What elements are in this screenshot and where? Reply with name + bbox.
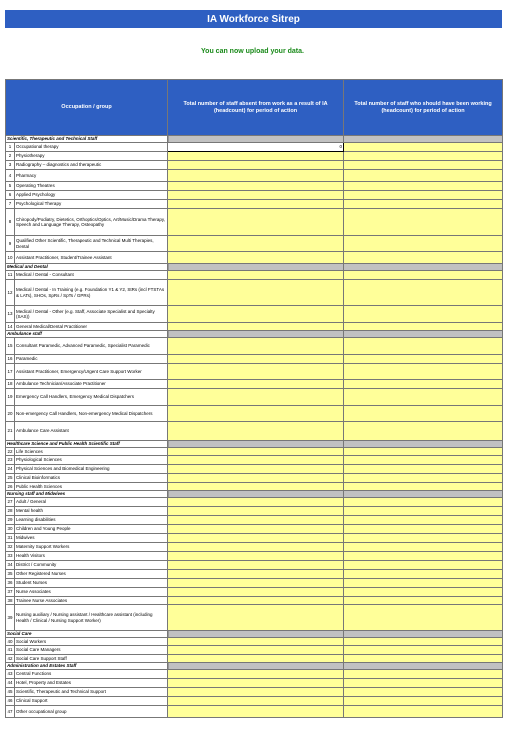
staff-absent-input-cell[interactable] <box>168 697 344 706</box>
staff-should-work-input-cell[interactable] <box>344 209 503 236</box>
staff-absent-input-cell[interactable]: 0 <box>168 143 344 152</box>
table-row <box>6 670 503 679</box>
staff-absent-input-cell[interactable] <box>168 161 344 170</box>
staff-should-work-input-cell[interactable] <box>344 191 503 200</box>
row-number: 6 <box>6 191 15 200</box>
row-number: 46 <box>6 697 15 706</box>
table-row <box>6 306 503 323</box>
staff-absent-input-cell[interactable] <box>168 507 344 516</box>
row-number: 30 <box>6 525 15 534</box>
row-number: 13 <box>6 306 15 323</box>
row-number: 29 <box>6 516 15 525</box>
row-number: 23 <box>6 456 15 465</box>
staff-should-work-input-cell[interactable] <box>344 588 503 597</box>
staff-should-work-input-cell[interactable] <box>344 706 503 718</box>
section-hatch-cell <box>168 136 344 143</box>
table-row <box>6 483 503 491</box>
section-hatch-cell <box>168 441 344 448</box>
section-hatch-cell <box>344 136 503 143</box>
row-number: 40 <box>7 638 13 644</box>
occupation-label: Non-emergency Call Handlers, Non-emergency Medical Dispatchers <box>15 406 168 422</box>
occupation-label: Assistant Practitioner, Emergency/Urgent Care Support Worker <box>15 364 168 380</box>
occupation-label: Nurse Associates <box>15 588 168 597</box>
occupation-label: Maternity Support Workers <box>15 543 168 552</box>
section-header-row <box>6 631 503 638</box>
staff-absent-input-cell[interactable] <box>168 679 344 688</box>
staff-absent-input-cell[interactable] <box>168 638 344 646</box>
staff-should-work-input-cell[interactable] <box>344 364 503 380</box>
section-hatch-cell <box>344 441 503 448</box>
row-number: 20 <box>6 406 15 422</box>
table-row <box>6 588 503 597</box>
staff-absent-input-cell[interactable] <box>168 474 344 483</box>
staff-should-work-input-cell[interactable] <box>344 516 503 525</box>
staff-absent-input-cell[interactable] <box>168 456 344 465</box>
section-header-row <box>6 331 503 338</box>
staff-absent-input-cell[interactable] <box>168 605 344 631</box>
staff-should-work-input-cell[interactable] <box>344 525 503 534</box>
section-label: Scientific, Therapeutic and Technical Staff <box>6 136 168 143</box>
row-number: 1 <box>6 143 15 152</box>
table-row <box>6 605 503 631</box>
row-number: 16 <box>6 355 15 364</box>
row-number: 33 <box>6 552 15 561</box>
row-number: 45 <box>6 688 15 697</box>
row-number: 42 <box>7 655 13 661</box>
staff-absent-input-cell[interactable] <box>168 355 344 364</box>
row-number: 14 <box>7 323 13 329</box>
row-number: 28 <box>6 507 15 516</box>
table-row <box>6 525 503 534</box>
table-row <box>6 161 503 170</box>
staff-absent-input-cell[interactable] <box>168 252 344 264</box>
staff-should-work-input-cell[interactable] <box>344 483 503 491</box>
occupation-label: Ambulance Care Assistant <box>15 422 168 441</box>
staff-should-work-input-cell[interactable] <box>344 655 503 663</box>
occupation-label: Learning disabilities <box>15 516 168 525</box>
staff-should-work-input-cell[interactable] <box>344 579 503 588</box>
staff-should-work-input-cell[interactable] <box>344 498 503 507</box>
section-header-row <box>6 441 503 448</box>
staff-absent-input-cell[interactable] <box>168 561 344 570</box>
section-label: Nursing staff and Midwives <box>6 491 168 498</box>
staff-absent-input-cell[interactable] <box>168 579 344 588</box>
staff-absent-input-cell[interactable] <box>168 646 344 655</box>
section-hatch-cell <box>344 331 503 338</box>
occupation-label: Radiography – diagnostics and therapeutic <box>15 161 168 170</box>
table-row <box>6 364 503 380</box>
occupation-label: Qualified Other Scientific, Therapeutic and Technical Multi Therapies, Dental <box>15 236 168 252</box>
table-row <box>6 355 503 364</box>
staff-should-work-input-cell[interactable] <box>344 456 503 465</box>
occupation-label: Physiotherapy <box>15 152 168 161</box>
staff-absent-input-cell[interactable] <box>168 306 344 323</box>
staff-should-work-input-cell[interactable] <box>344 679 503 688</box>
row-number: 22 <box>7 448 13 454</box>
table-row <box>6 236 503 252</box>
row-number: 5 <box>6 182 15 191</box>
table-row <box>6 422 503 441</box>
staff-absent-input-cell[interactable] <box>168 170 344 182</box>
staff-should-work-input-cell[interactable] <box>344 561 503 570</box>
staff-absent-input-cell[interactable] <box>168 570 344 579</box>
occupation-label: Pharmacy <box>15 170 168 182</box>
table-row <box>6 338 503 355</box>
table-row <box>6 465 503 474</box>
staff-should-work-input-cell[interactable] <box>344 306 503 323</box>
table-row <box>6 182 503 191</box>
staff-absent-input-cell[interactable] <box>168 364 344 380</box>
status-message: You can now upload your data. <box>201 48 304 55</box>
occupation-label: Health Visitors <box>15 552 168 561</box>
staff-should-work-input-cell[interactable] <box>344 252 503 264</box>
table-row <box>6 406 503 422</box>
row-number: 34 <box>6 561 15 570</box>
section-hatch-cell <box>168 491 344 498</box>
staff-should-work-input-cell[interactable] <box>344 389 503 406</box>
staff-absent-input-cell[interactable] <box>168 271 344 280</box>
section-hatch-cell <box>344 491 503 498</box>
section-hatch-cell <box>344 631 503 638</box>
header-row <box>6 80 503 136</box>
staff-absent-input-cell[interactable] <box>168 182 344 191</box>
sheet-title: IA Workforce Sitrep <box>5 10 502 28</box>
row-number: 47 <box>6 706 15 718</box>
staff-absent-input-cell[interactable] <box>168 670 344 679</box>
occupation-label: Ambulance Technician/Associate Practitioner <box>15 380 168 389</box>
section-hatch-cell <box>344 264 503 271</box>
table-row <box>6 252 503 264</box>
table-row <box>6 697 503 706</box>
staff-should-work-input-cell[interactable] <box>344 152 503 161</box>
occupation-label: Other occupational group <box>15 706 168 718</box>
staff-should-work-input-cell[interactable] <box>344 323 503 331</box>
row-number: 35 <box>6 570 15 579</box>
section-hatch-cell <box>168 264 344 271</box>
table-row <box>6 200 503 209</box>
section-label: Social Care <box>6 631 168 638</box>
table-row <box>6 646 503 655</box>
staff-should-work-input-cell[interactable] <box>344 543 503 552</box>
occupation-label: Medical / Dental - In Training (e.g. Foundation Y1 & Y2, StRs (incl FTSTAs & LATs), SHOs, SpRs / SpTs / GPRs) <box>15 280 168 306</box>
section-header-row <box>6 491 503 498</box>
row-number: 4 <box>6 170 15 182</box>
table-row <box>6 638 503 646</box>
occupation-label: Scientific, Therapeutic and Technical Support <box>15 688 168 697</box>
table-row <box>6 271 503 280</box>
staff-absent-input-cell[interactable] <box>168 534 344 543</box>
staff-absent-input-cell[interactable] <box>168 200 344 209</box>
occupation-label: Public Health Sciences <box>15 483 168 491</box>
staff-should-work-input-cell[interactable] <box>344 182 503 191</box>
occupation-label: Psychological Therapy <box>15 200 168 209</box>
row-number: 24 <box>6 465 15 474</box>
table-row <box>6 380 503 389</box>
header-staff-should-work: Total number of staff who should have been working (headcount) for period of action <box>344 80 503 136</box>
staff-absent-input-cell[interactable] <box>168 483 344 491</box>
occupation-label: District / Community <box>15 561 168 570</box>
staff-absent-input-cell[interactable] <box>168 543 344 552</box>
staff-absent-input-cell[interactable] <box>168 465 344 474</box>
staff-absent-input-cell[interactable] <box>168 498 344 507</box>
row-number: 25 <box>6 474 15 483</box>
row-number: 43 <box>6 670 15 679</box>
table-row <box>6 579 503 588</box>
staff-absent-input-cell[interactable] <box>168 209 344 236</box>
row-number: 19 <box>6 389 15 406</box>
table-row <box>6 543 503 552</box>
staff-absent-input-cell[interactable] <box>168 525 344 534</box>
staff-should-work-input-cell[interactable] <box>344 605 503 631</box>
table-row <box>6 152 503 161</box>
table-row <box>6 448 503 456</box>
staff-should-work-input-cell[interactable] <box>344 355 503 364</box>
staff-absent-input-cell[interactable] <box>168 280 344 306</box>
section-label: Administration and Estates Staff <box>6 663 168 670</box>
table-row <box>6 706 503 718</box>
occupation-label: Physiological Sciences <box>15 456 168 465</box>
occupation-label: Medical / Dental - Consultant <box>15 271 168 280</box>
row-number: 11 <box>6 271 15 280</box>
table-row <box>6 389 503 406</box>
occupation-label: Hotel, Property and Estates <box>15 679 168 688</box>
header-occupation: Occupation / group <box>6 80 168 136</box>
staff-should-work-input-cell[interactable] <box>344 236 503 252</box>
row-number: 18 <box>6 380 15 389</box>
table-body <box>6 136 503 718</box>
staff-absent-input-cell[interactable] <box>168 236 344 252</box>
staff-absent-input-cell[interactable] <box>168 338 344 355</box>
staff-absent-input-cell[interactable] <box>168 597 344 605</box>
row-number: 2 <box>6 152 15 161</box>
row-number: 36 <box>6 579 15 588</box>
staff-absent-input-cell[interactable] <box>168 655 344 663</box>
staff-should-work-input-cell[interactable] <box>344 597 503 605</box>
occupation-label: Assistant Practitioner, Student/Trainee Assistant <box>15 252 168 264</box>
staff-should-work-input-cell[interactable] <box>344 338 503 355</box>
occupation-label: Other Registered Nurses <box>15 570 168 579</box>
staff-absent-input-cell[interactable] <box>168 152 344 161</box>
staff-absent-input-cell[interactable] <box>168 448 344 456</box>
row-number: 37 <box>6 588 15 597</box>
table-row <box>6 498 503 507</box>
occupation-label: Mental health <box>15 507 168 516</box>
table-row <box>6 280 503 306</box>
occupation-label: Applied Psychology <box>15 191 168 200</box>
section-hatch-cell <box>168 331 344 338</box>
occupation-label: General Medical/Dental Practitioner <box>15 323 168 331</box>
staff-absent-input-cell[interactable] <box>168 552 344 561</box>
staff-absent-input-cell[interactable] <box>168 323 344 331</box>
table-row <box>6 534 503 543</box>
section-header-row <box>6 264 503 271</box>
section-label: Healthcare Science and Public Health Scientific Staff <box>6 441 168 448</box>
row-number: 27 <box>6 498 15 507</box>
staff-should-work-input-cell[interactable] <box>344 646 503 655</box>
row-number: 32 <box>6 543 15 552</box>
row-number: 44 <box>6 679 15 688</box>
occupation-label: Social Workers <box>15 638 168 646</box>
table-row <box>6 552 503 561</box>
occupation-label: Chiropody/Podiatry, Dietetics, Orthoptics/Optics, Art/Music/Drama Therapy, Speech and Language Therapy, Osteopathy <box>15 209 168 236</box>
staff-absent-input-cell[interactable] <box>168 516 344 525</box>
section-label: Ambulance staff <box>6 331 168 338</box>
table-row <box>6 209 503 236</box>
section-hatch-cell <box>344 663 503 670</box>
occupation-label: Paramedic <box>15 355 168 364</box>
occupation-label: Nursing auxiliary / Nursing assistant / Healthcare assistant (including Health / Clinical / Nursing Support Worker) <box>15 605 168 631</box>
occupation-label: Trainee Nurse Associates <box>15 597 168 605</box>
staff-absent-input-cell[interactable] <box>168 191 344 200</box>
occupation-label: Clinical Support <box>15 697 168 706</box>
section-hatch-cell <box>168 663 344 670</box>
staff-absent-input-cell[interactable] <box>168 380 344 389</box>
table-row <box>6 516 503 525</box>
row-number: 7 <box>6 200 15 209</box>
table-row <box>6 570 503 579</box>
row-number: 9 <box>6 236 15 252</box>
staff-absent-input-cell[interactable] <box>168 588 344 597</box>
staff-should-work-input-cell[interactable] <box>344 161 503 170</box>
staff-should-work-input-cell[interactable] <box>344 280 503 306</box>
occupation-label: Adult / General <box>15 498 168 507</box>
row-number: 26 <box>7 483 13 489</box>
table-row <box>6 143 503 152</box>
row-number: 10 <box>6 252 15 264</box>
occupation-label: Student Nurses <box>15 579 168 588</box>
occupation-label: Occupational therapy <box>15 143 168 152</box>
staff-should-work-input-cell[interactable] <box>344 474 503 483</box>
staff-absent-input-cell[interactable] <box>168 389 344 406</box>
occupation-label: Social Care Support Staff <box>15 655 168 663</box>
staff-should-work-input-cell[interactable] <box>344 570 503 579</box>
staff-should-work-input-cell[interactable] <box>344 688 503 697</box>
staff-should-work-input-cell[interactable] <box>344 380 503 389</box>
row-number: 8 <box>6 209 15 236</box>
staff-should-work-input-cell[interactable] <box>344 448 503 456</box>
sitrep-table <box>5 79 503 718</box>
section-hatch-cell <box>168 631 344 638</box>
occupation-label: Operating Theatres <box>15 182 168 191</box>
table-row <box>6 655 503 663</box>
occupation-label: Physical Sciences and Biomedical Engineering <box>15 465 168 474</box>
staff-should-work-input-cell[interactable] <box>344 200 503 209</box>
row-number: 21 <box>6 422 15 441</box>
occupation-label: Central Functions <box>15 670 168 679</box>
occupation-label: Midwives <box>15 534 168 543</box>
section-header-row <box>6 663 503 670</box>
staff-should-work-input-cell[interactable] <box>344 507 503 516</box>
occupation-label: Life Sciences <box>15 448 168 456</box>
table-row <box>6 507 503 516</box>
row-number: 38 <box>7 597 13 603</box>
table-row <box>6 561 503 570</box>
staff-absent-input-cell[interactable] <box>168 406 344 422</box>
occupation-label: Children and Young People <box>15 525 168 534</box>
occupation-label: Social Care Managers <box>15 646 168 655</box>
section-label: Medical and Dental <box>6 264 168 271</box>
staff-absent-input-cell[interactable] <box>168 688 344 697</box>
staff-should-work-input-cell[interactable] <box>344 143 503 152</box>
occupation-label: Medical / Dental - Other (e.g. Staff, Associate Specialist and Specialty (SAS)) <box>15 306 168 323</box>
row-number: 31 <box>6 534 15 543</box>
row-number: 12 <box>6 280 15 306</box>
staff-absent-input-cell[interactable] <box>168 422 344 441</box>
row-number: 3 <box>6 161 15 170</box>
table-row <box>6 679 503 688</box>
staff-should-work-input-cell[interactable] <box>344 170 503 182</box>
table-row <box>6 170 503 182</box>
staff-should-work-input-cell[interactable] <box>344 406 503 422</box>
header-staff-absent: Total number of staff absent from work as a result of IA (headcount) for period of action <box>168 80 344 136</box>
row-number: 17 <box>6 364 15 380</box>
staff-should-work-input-cell[interactable] <box>344 670 503 679</box>
staff-absent-input-cell[interactable] <box>168 706 344 718</box>
occupation-label: Emergency Call Handlers, Emergency Medical Dispatchers <box>15 389 168 406</box>
staff-should-work-input-cell[interactable] <box>344 422 503 441</box>
table-row <box>6 323 503 331</box>
staff-should-work-input-cell[interactable] <box>344 697 503 706</box>
section-header-row <box>6 136 503 143</box>
table-row <box>6 688 503 697</box>
row-number: 41 <box>6 646 15 655</box>
staff-should-work-input-cell[interactable] <box>344 271 503 280</box>
staff-should-work-input-cell[interactable] <box>344 465 503 474</box>
table-row <box>6 597 503 605</box>
table-row <box>6 191 503 200</box>
table-row <box>6 456 503 465</box>
staff-should-work-input-cell[interactable] <box>344 534 503 543</box>
row-number: 15 <box>6 338 15 355</box>
table-row <box>6 474 503 483</box>
staff-should-work-input-cell[interactable] <box>344 552 503 561</box>
occupation-label: Clinical Bioinformatics <box>15 474 168 483</box>
staff-should-work-input-cell[interactable] <box>344 638 503 646</box>
row-number: 39 <box>6 605 15 631</box>
occupation-label: Consultant Paramedic, Advanced Paramedic, Specialist Paramedic <box>15 338 168 355</box>
